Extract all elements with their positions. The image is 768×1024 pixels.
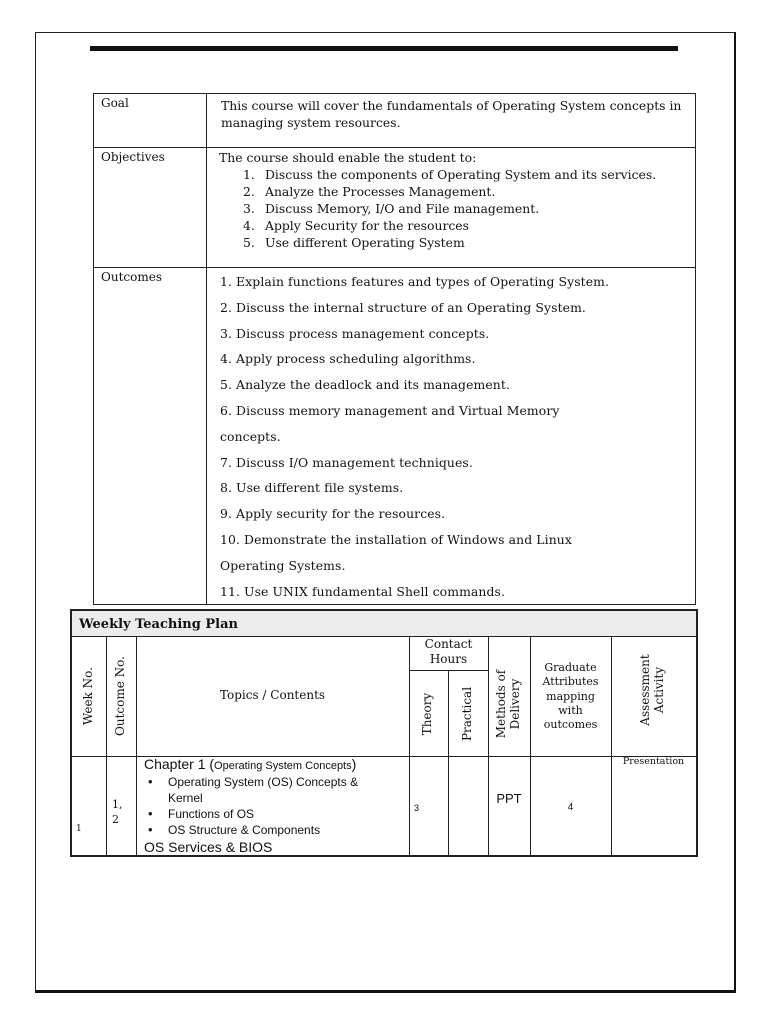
plan-title: Weekly Teaching Plan xyxy=(72,611,696,637)
goal-label: Goal xyxy=(94,94,207,148)
grid-line xyxy=(106,637,107,857)
outcomes-list xyxy=(207,268,696,605)
outcomes-row xyxy=(94,268,696,605)
outcome-line: 10. Demonstrate the installation of Windows and Linux xyxy=(220,531,572,547)
outcome-line: 5. Analyze the deadlock and its management. xyxy=(220,377,510,393)
objectives-label: Objectives xyxy=(94,148,207,268)
assessment-activity: Presentation xyxy=(622,756,685,767)
course-info-table xyxy=(93,93,696,605)
chapter-title: Chapter 1 (Operating System Concepts) xyxy=(144,756,357,772)
grid-line xyxy=(611,637,612,857)
outcome-line: 2. Discuss the internal structure of an Operating System. xyxy=(220,299,586,315)
header-graduate-attributes: Graduate Attributes mapping with outcomes xyxy=(542,661,599,732)
header-theory: Theory xyxy=(420,692,434,736)
goal-text: This course will cover the fundamentals of Operating System concepts in managing system resources. xyxy=(221,98,682,130)
last-topic: OS Services & BIOS xyxy=(144,839,273,855)
list-item: 1. Discuss the components of Operating System and its services. xyxy=(243,167,657,182)
outcome-line: 6. Discuss memory management and Virtual Memory xyxy=(220,402,560,418)
outcome-line: 1. Explain functions features and types of Operating System. xyxy=(220,274,610,289)
grid-line xyxy=(136,637,137,857)
outcome-line: 11. Use UNIX fundamental Shell commands. xyxy=(220,583,506,599)
list-item: • Functions of OS xyxy=(146,806,388,822)
topic-bullets xyxy=(146,774,388,838)
outcome-line: 9. Apply security for the resources. xyxy=(220,506,446,522)
header-practical: Practical xyxy=(460,686,474,742)
header-contact-hours: Contact Hours xyxy=(424,637,473,666)
grid-line xyxy=(488,637,489,857)
graduate-attributes-value: 4 xyxy=(567,802,574,813)
delivery-method: PPT xyxy=(496,791,522,806)
list-item: 2. Analyze the Processes Management. xyxy=(243,184,496,199)
outcome-line: 7. Discuss I/O management techniques. xyxy=(220,454,473,470)
outcome-line: 8. Use different file systems. xyxy=(220,480,404,496)
list-item: 3. Discuss Memory, I/O and File management. xyxy=(243,201,540,216)
header-rule xyxy=(90,46,678,51)
header-methods: Methods of Delivery xyxy=(494,669,522,739)
outcome-numbers: 1, 2 xyxy=(112,798,123,826)
header-assessment: Assessment Activity xyxy=(638,654,666,726)
outcome-line: concepts. xyxy=(220,428,281,444)
list-item: • Operating System (OS) Concepts & Kernel xyxy=(146,774,388,806)
weekly-plan-table xyxy=(70,609,698,857)
objectives-list xyxy=(219,166,695,251)
goal-row xyxy=(94,94,696,148)
header-outcome-no: Outcome No. xyxy=(113,656,127,736)
outcomes-label: Outcomes xyxy=(94,268,207,605)
header-topics: Topics / Contents xyxy=(219,688,326,702)
list-item: 5. Use different Operating System xyxy=(243,235,465,250)
grid-line xyxy=(409,670,488,671)
list-item: • OS Structure & Components xyxy=(146,822,388,838)
theory-hours: 3 xyxy=(414,803,420,813)
grid-line xyxy=(448,670,449,857)
objectives-row xyxy=(94,148,696,268)
list-item: 4. Apply Security for the resources xyxy=(243,218,470,233)
header-week-no: Week No. xyxy=(81,667,95,725)
outcome-line: 3. Discuss process management concepts. xyxy=(220,325,490,341)
objectives-intro: The course should enable the student to: xyxy=(219,150,477,165)
outcome-line: Operating Systems. xyxy=(220,557,346,573)
week-number: 1 xyxy=(76,824,82,834)
outcome-line: 4. Apply process scheduling algorithms. xyxy=(220,351,476,367)
